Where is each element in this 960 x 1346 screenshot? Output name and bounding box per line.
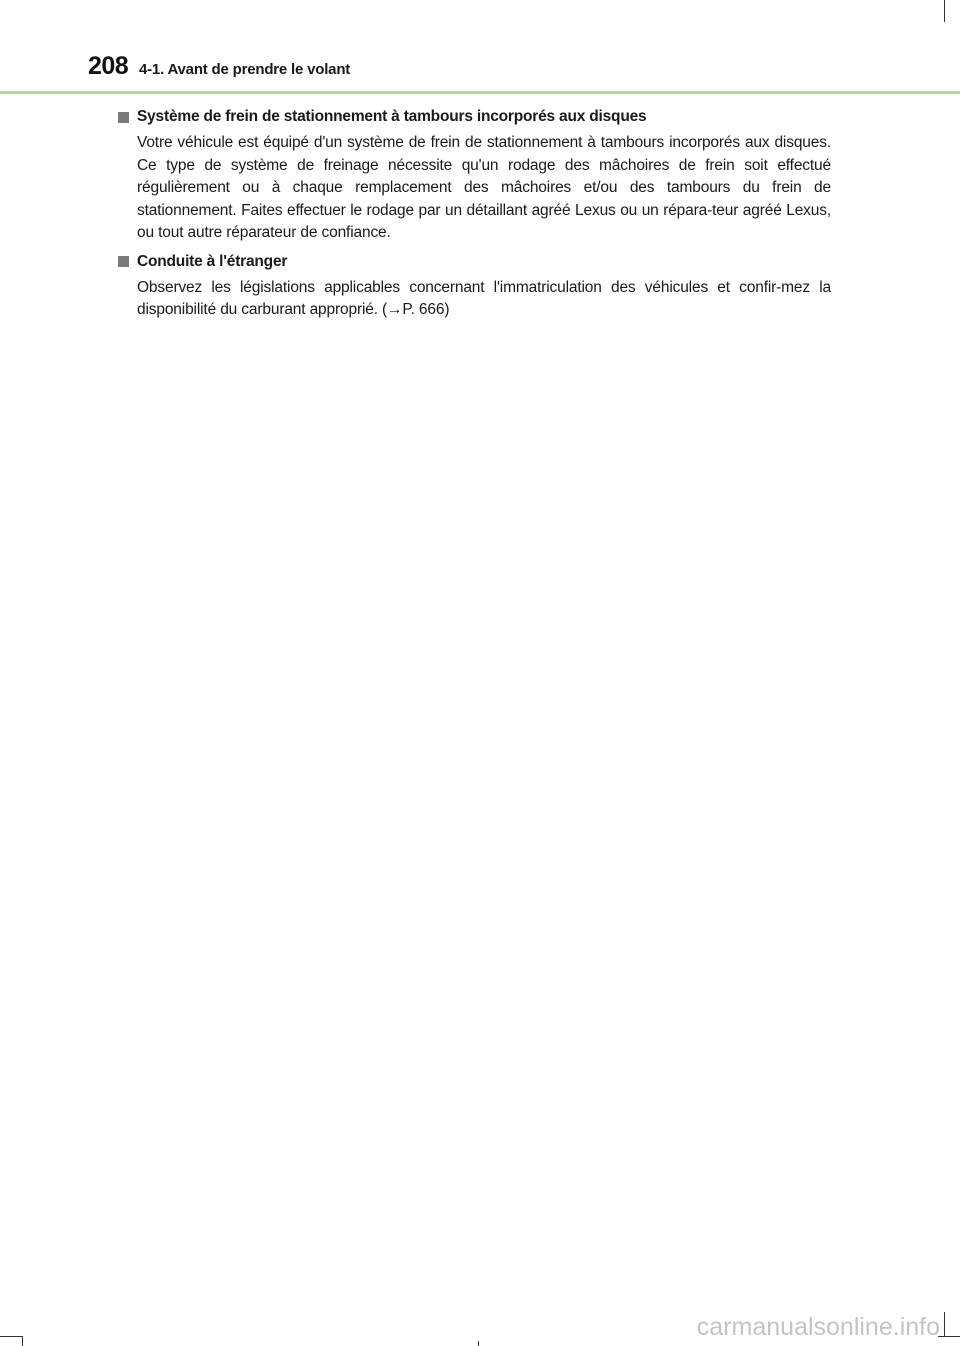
section-driving-abroad — [118, 251, 831, 322]
section-body: Votre véhicule est équipé d'un système de frein de stationnement à tambours incorporés aux disques. Ce type de système de freinage nécessite qu'un rodage des mâchoires de frein soit effectué régulièrement ou à chaque remplacement des mâchoires et/ou des tambours du frein de stationnement. Faites effectuer le rodage par un détaillant agréé Lexus ou un répara-teur agréé Lexus, ou tout autre réparateur de confiance. — [137, 134, 831, 241]
crop-mark-bottom-left-horizontal — [0, 1336, 22, 1337]
square-bullet-icon — [118, 112, 129, 123]
section-body: Observez les législations applicables concernant l'immatriculation des véhicules et confir-mez la disponibilité du carburant approprié. (→P. 666) — [137, 278, 831, 318]
page-content — [118, 106, 831, 328]
section-title-text: Conduite à l'étranger — [137, 252, 288, 270]
crop-mark-bottom-right-horizontal — [938, 1336, 960, 1337]
crop-mark-bottom-right-vertical — [944, 1312, 945, 1336]
section-title — [118, 106, 831, 128]
header-rule — [0, 91, 960, 94]
page-number: 208 — [88, 52, 129, 80]
crop-mark-bottom-left-vertical — [22, 1336, 23, 1346]
section-title — [118, 251, 831, 273]
crop-mark-bottom-center — [478, 1341, 479, 1346]
square-bullet-icon — [118, 256, 129, 267]
watermark-text: carmanualsonline.info — [696, 1313, 940, 1341]
page-header — [0, 0, 960, 95]
section-parking-brake — [118, 106, 831, 245]
chapter-title: 4-1. Avant de prendre le volant — [139, 61, 351, 78]
section-title-text: Système de frein de stationnement à tambours incorporés aux disques — [137, 108, 647, 125]
